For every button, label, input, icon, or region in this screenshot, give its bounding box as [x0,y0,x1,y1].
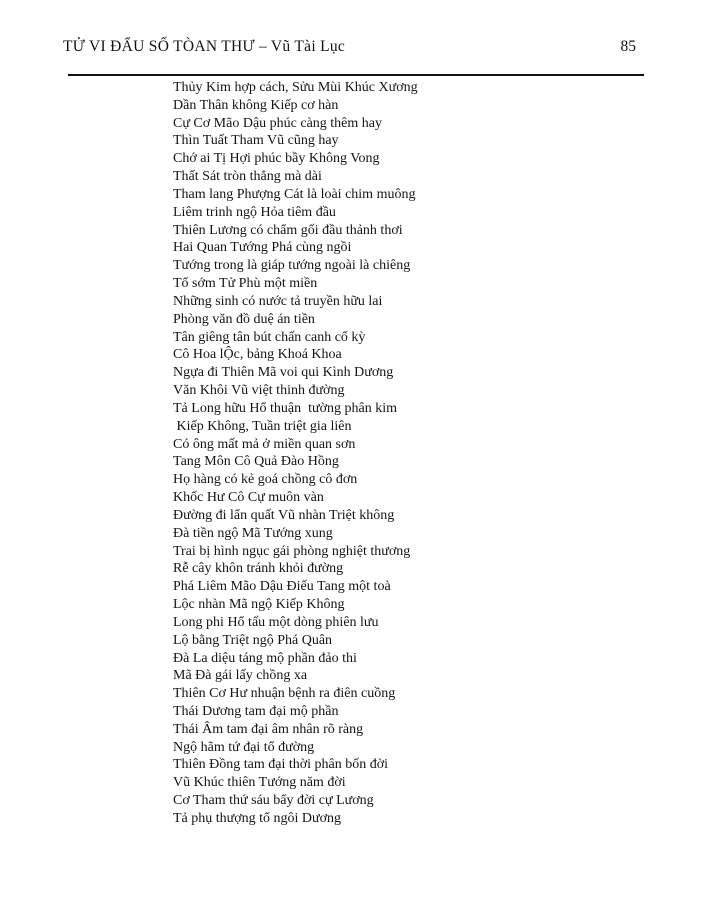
verse-line: Lộc nhàn Mã ngộ Kiếp Không [173,597,345,613]
verse-line: Phá Liêm Mão Dậu Điếu Tang một toà [173,579,391,595]
verse-line: Tả Long hữu Hổ thuận tường phân kim [173,400,397,416]
verse-line: Rễ cây khôn tránh khỏi đường [173,561,344,577]
verse-line: Khốc Hư Cô Cự muôn vàn [173,490,324,506]
verse-line: Lộ bằng Triệt ngộ Phá Quân [173,632,333,648]
verse-line: Cô Hoa lỘc, bảng Khoá Khoa [173,347,342,363]
verse-line: Văn Khôi Vũ việt thinh đường [173,383,345,399]
verse-line: Hai Quan Tướng Phá cùng ngồi [173,240,352,256]
verse-line: Thái Dương tam đại mộ phần [173,703,339,719]
verse-text-block [173,79,653,828]
verse-line: Tân giêng tân bút chấn canh cổ kỳ [173,329,366,345]
verse-line: Đường đi lẩn quất Vũ nhàn Triệt không [173,507,395,523]
verse-line: Họ hàng có kẻ goá chồng cô đơn [173,472,358,488]
verse-line: Long phi Hổ tấu một dòng phiên lưu [173,614,379,630]
verse-line: Thìn Tuất Tham Vũ cũng hay [173,133,339,149]
book-title: TỬ VI ĐẨU SỐ TÒAN THƯ – Vũ Tài Lục [63,38,346,55]
running-header [63,38,636,56]
verse-line: Cự Cơ Mão Dậu phúc càng thêm hay [173,115,383,131]
verse-line: Có ông mất mả ở miền quan sơn [173,436,356,452]
verse-line: Tổ sớm Tử Phù một miền [173,276,318,292]
verse-line: Vũ Khúc thiên Tướng năm đời [173,775,346,791]
verse-line: Phòng văn đồ duệ án tiền [173,311,315,327]
verse-line: Đà La diệu táng mộ phần đảo thi [173,650,357,666]
verse-line: Thất Sát tròn thẳng mà dài [173,169,322,185]
verse-line: Mã Đà gái lấy chồng xa [173,668,308,684]
verse-line: Thủy Kim hợp cách, Sửu Mùi Khúc Xương [173,80,418,95]
verse-line: Tham lang Phượng Cát là loài chim muông [173,186,416,202]
verse-line: Thiên Lương có chẩm gối đầu thảnh thơi [173,222,403,238]
verse-line: Liêm trinh ngộ Hỏa tiêm đầu [173,204,336,220]
verse-line: Ngộ hãm tứ đại tổ đường [173,739,315,755]
verse-line: Thiên Cơ Hư nhuận bệnh ra điên cuồng [173,686,396,702]
verse-line: Những sinh có nước tả truyền hữu lai [173,293,383,309]
verse-line: Ngựa đi Thiên Mã voi qui Kình Dương [173,365,394,381]
verse-line: Đà tiền ngộ Mã Tướng xung [173,525,333,541]
verse-line: Thiên Đồng tam đại thời phân bốn đời [173,757,389,773]
verse-line: Cơ Tham thứ sáu bẩy đời cự Lương [173,793,374,809]
verse-line: Dần Thân không Kiếp cơ hàn [173,97,339,113]
page-number: 85 [620,38,636,55]
header-divider [68,74,644,76]
verse-line: Tang Môn Cô Quả Đào Hồng [173,454,339,470]
verse-line: Chớ ai Tị Hợi phúc bầy Không Vong [173,151,380,167]
verse-line: Kiếp Không, Tuần triệt gia liên [173,418,352,434]
verse-line: Tả phụ thượng tổ ngôi Dương [173,810,342,826]
verse-line: Trai bị hình ngục gái phòng nghiệt thương [173,543,411,559]
verse-line: Tướng trong là giáp tướng ngoài là chiêng [173,258,411,274]
verse-line: Thái Âm tam đại âm nhân rõ ràng [173,721,364,737]
